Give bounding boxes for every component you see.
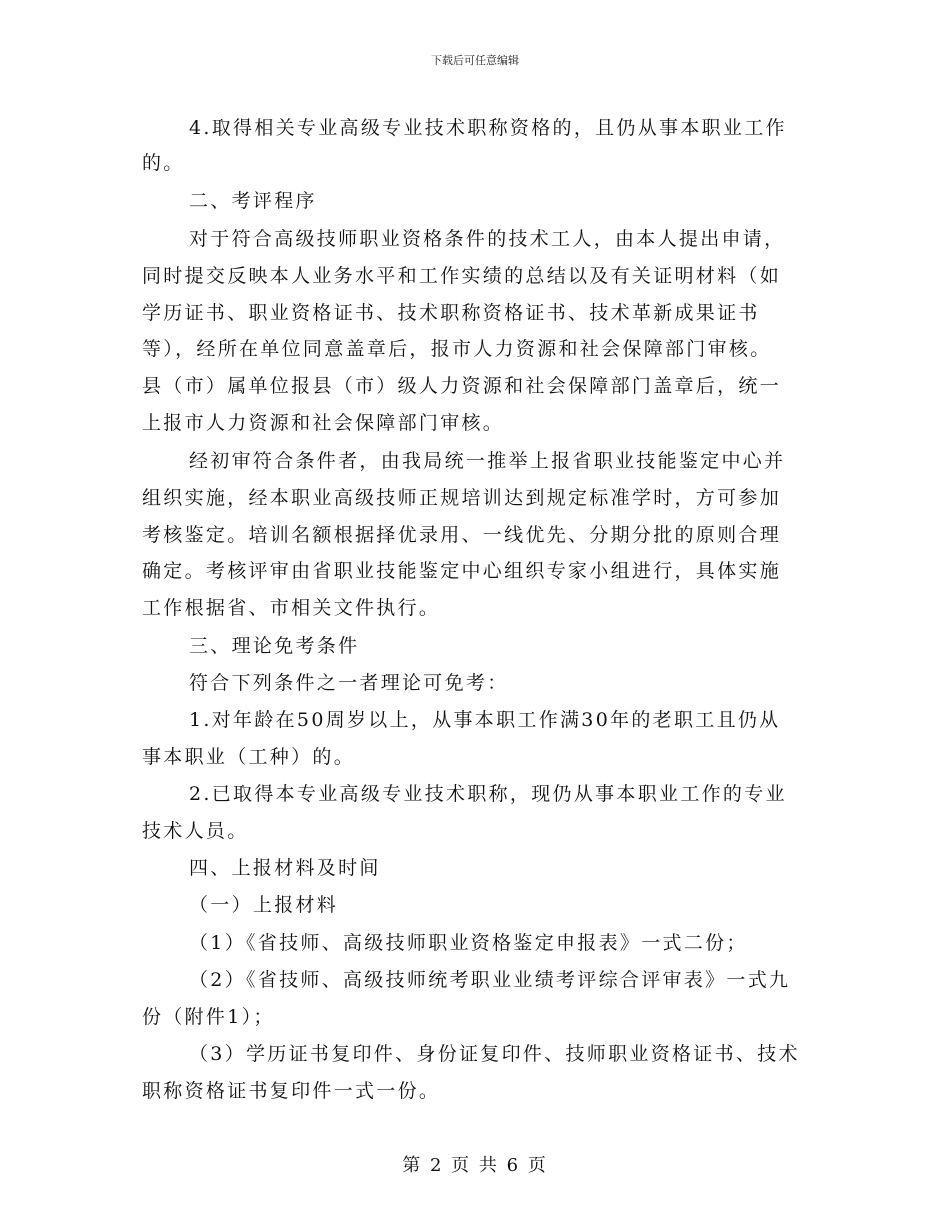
body-line: （2）《省技师、高级技师统考职业业绩考评综合评审表》一式九 (189, 969, 791, 991)
section-heading: 四、上报材料及时间 (189, 857, 381, 879)
body-line: 等），经所在单位同意盖章后，报市人力资源和社会保障部门审核。 (142, 338, 772, 360)
body-line: 组织实施，经本职业高级技师正规培训达到规定标准学时，方可参加 (142, 487, 782, 509)
body-line: 事本职业（工种）的。 (142, 746, 356, 768)
body-line: 1.对年龄在50周岁以上，从事本职工作满30年的老职工且仍从 (189, 709, 781, 731)
body-line: 工作根据省、市相关文件执行。 (142, 597, 441, 619)
body-line: 考核鉴定。培训名额根据择优录用、一线优先、分期分批的原则合理 (142, 524, 782, 546)
page-header: 下载后可任意编辑 (431, 54, 519, 67)
body-line: 符合下列条件之一者理论可免考： (189, 672, 509, 694)
section-heading: 三、理论免考条件 (189, 635, 360, 657)
body-line: 2.已取得本专业高级专业技术职称，现仍从事本职业工作的专业 (189, 783, 787, 805)
body-line: 县（市）属单位报县（市）级人力资源和社会保障部门盖章后，统一 (142, 375, 782, 397)
body-line: 学历证书、职业资格证书、技术职称资格证书、技术革新成果证书 (142, 302, 760, 324)
body-line: 确定。考核评审由省职业技能鉴定中心组织专家小组进行，具体实施 (142, 560, 782, 582)
body-line: 4.取得相关专业高级专业技术职称资格的，且仍从事本职业工作 (189, 117, 787, 139)
body-line: 同时提交反映本人业务水平和工作实绩的总结以及有关证明材料（如 (142, 265, 782, 287)
body-line: （1）《省技师、高级技师职业资格鉴定申报表》一式二份； (189, 932, 748, 954)
body-line: 上报市人力资源和社会保障部门审核。 (142, 412, 505, 434)
body-line: 的。 (142, 152, 185, 174)
body-line: 职称资格证书复印件一式一份。 (142, 1080, 441, 1102)
body-line: 对于符合高级技师职业资格条件的技术工人，由本人提出申请， (189, 228, 786, 250)
body-line: 份（附件1）； (142, 1006, 275, 1028)
body-line: 技术人员。 (142, 820, 249, 842)
body-line: （3）学历证书复印件、身份证复印件、技师职业资格证书、技术 (189, 1043, 800, 1065)
body-line: 经初审符合条件者，由我局统一推举上报省职业技能鉴定中心并 (189, 450, 786, 472)
section-heading: 二、考评程序 (189, 190, 317, 212)
subsection-heading: （一）上报材料 (189, 894, 339, 916)
page-number-footer: 第 2 页 共 6 页 (402, 1155, 548, 1176)
